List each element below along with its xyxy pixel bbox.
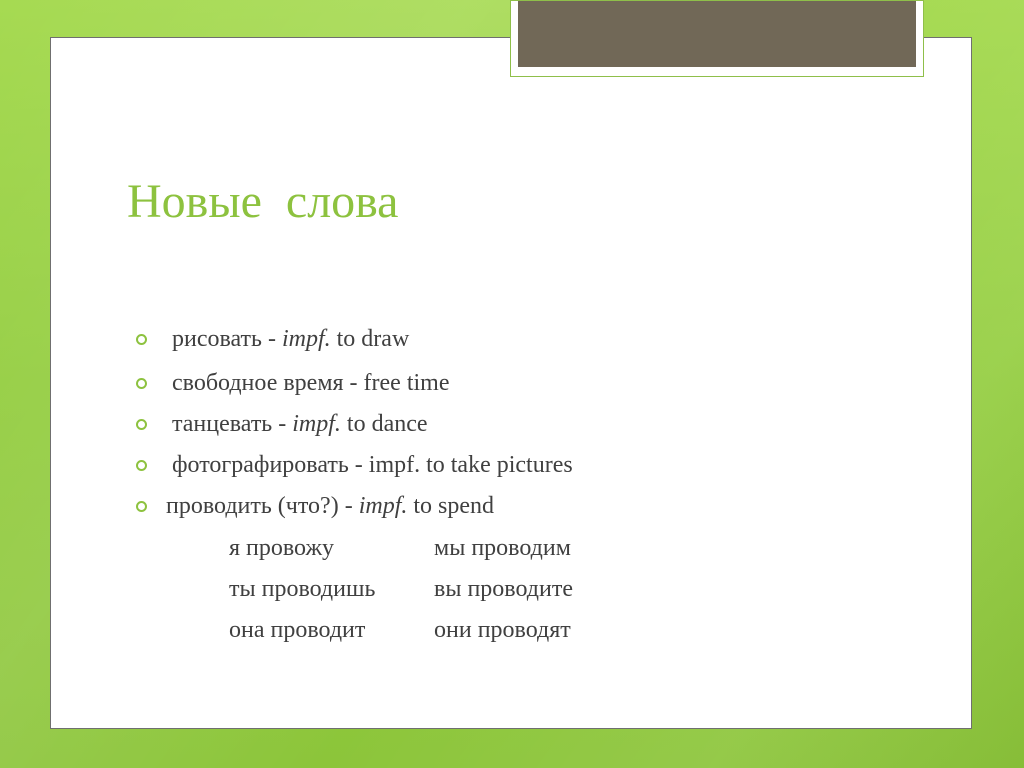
conjugation-plural: они проводят (434, 617, 571, 643)
bullet-item-4 (166, 451, 573, 479)
bullet-item-5 (166, 492, 494, 520)
bullet-term: свободное время - free time (166, 370, 450, 396)
bullet-translation: to spend (407, 493, 495, 519)
conjugation-plural: вы проводите (434, 576, 573, 602)
bullet-marker-icon (136, 419, 147, 430)
bullet-term: проводить (что?) - (166, 493, 359, 519)
conjugation-singular: она проводит (229, 617, 366, 643)
bullet-marker-icon (136, 334, 147, 345)
bullet-term: танцевать - (166, 411, 293, 437)
bullet-item-3 (166, 410, 428, 438)
bullet-term: рисовать - (166, 326, 282, 352)
conjugation-singular: ты проводишь (229, 576, 376, 602)
bullet-marker-icon (136, 378, 147, 389)
bullet-item-1 (166, 325, 409, 353)
bullet-marker-icon (136, 460, 147, 471)
header-decoration-fill (518, 1, 916, 67)
bullet-term: фотографировать - impf. to take pictures (166, 452, 573, 478)
bullet-marker-icon (136, 501, 147, 512)
bullet-aspect: impf. (292, 411, 341, 437)
conjugation-plural: мы проводим (434, 535, 571, 561)
bullet-translation: to draw (330, 326, 410, 352)
bullet-aspect: impf. (358, 493, 408, 519)
slide-title: Новые слова (127, 175, 399, 228)
bullet-translation: to dance (340, 411, 428, 437)
bullet-item-2 (166, 369, 450, 397)
bullet-aspect: impf. (281, 326, 331, 352)
conjugation-singular: я провожу (229, 535, 335, 561)
header-decoration (510, 0, 924, 77)
